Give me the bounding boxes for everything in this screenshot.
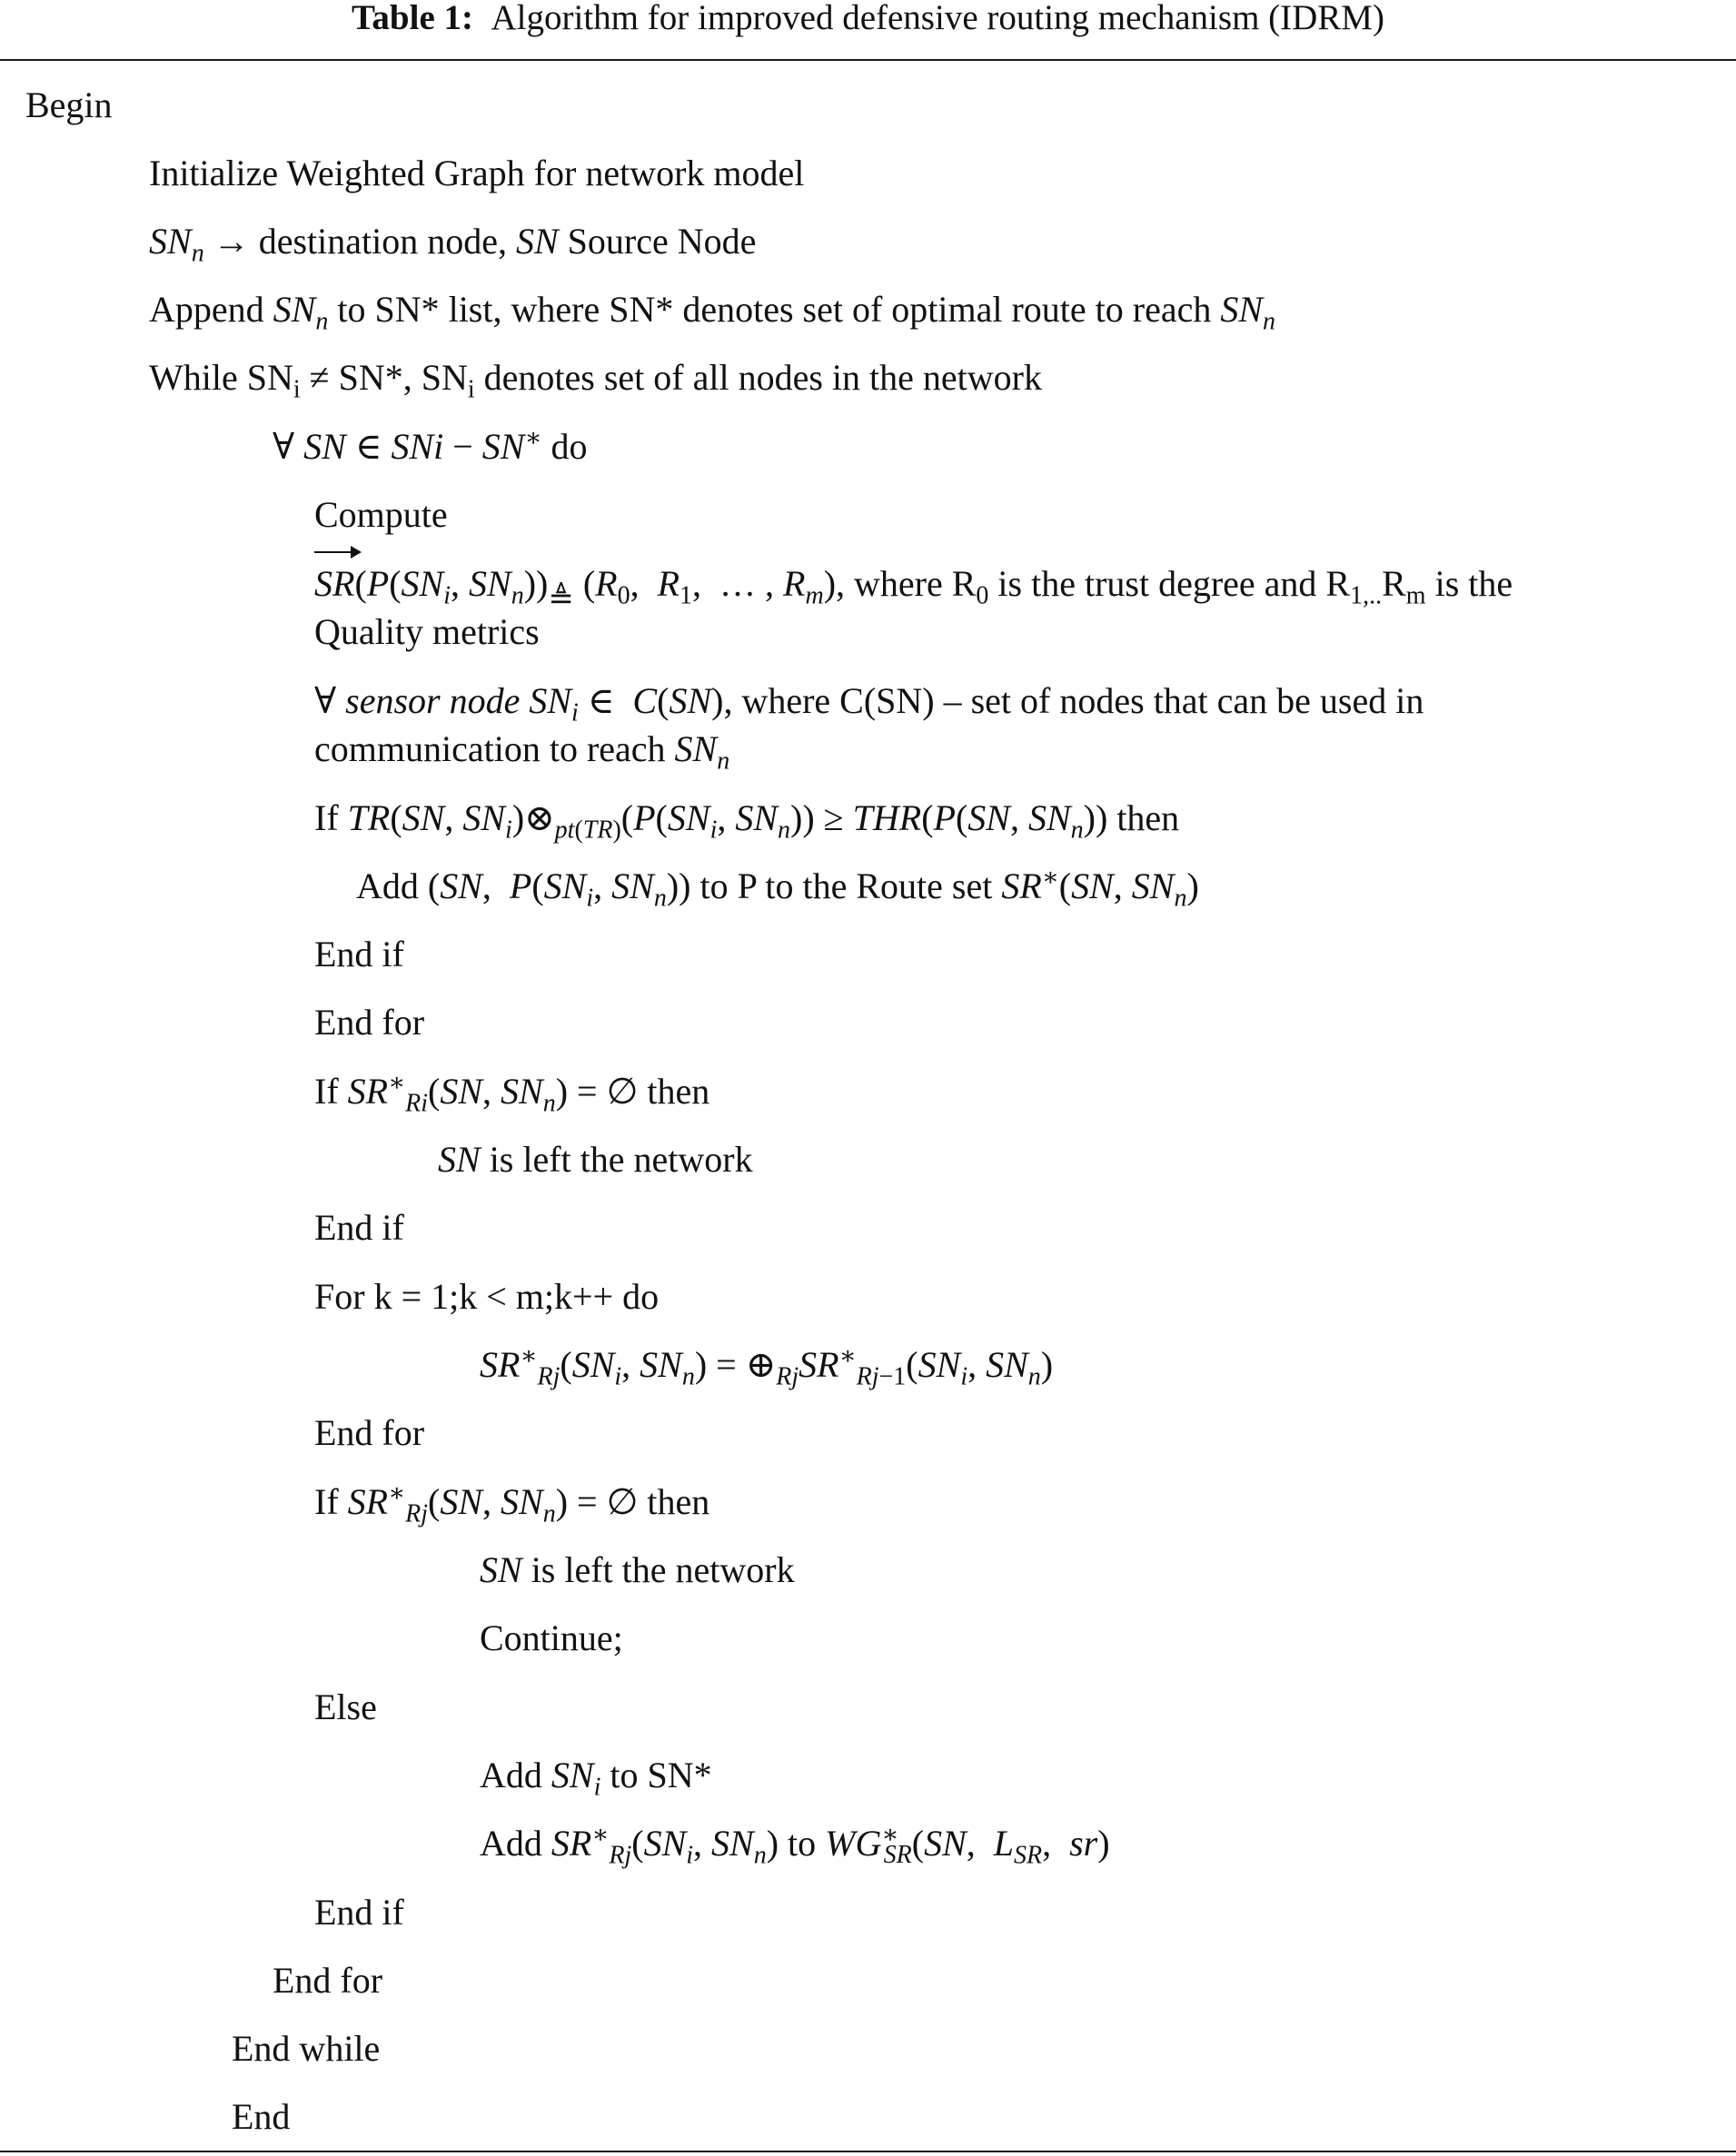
line-add-wg: Add $SR^∗_{Rj}(SN_i$, $SN_n$) to $WG^∗_{SR}(SN$, $L_{SR}$, sr): [480, 1821, 1110, 1870]
line-compute: Compute: [314, 494, 448, 535]
line-init: Initialize Weighted Graph for network model: [149, 153, 805, 193]
line-else: Else: [314, 1686, 377, 1727]
line-endwhile: End while: [232, 2028, 381, 2069]
line-endif-2: End if: [314, 1207, 404, 1248]
line-if-ri: If $SR^∗_{Ri}(SN$, $SN_n$) = ∅ then: [314, 1069, 710, 1118]
line-append: Append $SN_n$ to SN* list, where SN* denotes set of optimal route to reach $SN_n$: [149, 289, 1276, 336]
line-endfor-1: End for: [314, 1002, 425, 1043]
line-endif-3: End if: [314, 1892, 404, 1933]
table-title: Algorithm for improved defensive routing mechanism (IDRM): [491, 0, 1384, 37]
line-sr-vector-cont: Quality metrics: [314, 611, 540, 652]
table-caption: [0, 0, 1736, 36]
line-end: End: [232, 2096, 291, 2137]
line-add-route: Add (SN, $P(SN_i$, $SN_n$)) to P to the Route set SR∗(SN, $SN_n$): [356, 864, 1199, 913]
line-if-rj: If $SR^∗_{Rj}(SN$, $SN_n$) = ∅ then: [314, 1479, 710, 1528]
line-sr-rj: $SR^∗_{Rj}(SN_i$, $SN_n$) = $\oplus_{Rj}SR^∗_{Rj-1}(SN_i$, $SN_n$): [480, 1342, 1054, 1391]
bottom-rule: [0, 2151, 1736, 2152]
line-left-2: SN is left the network: [480, 1549, 795, 1590]
table-label: Table 1:: [352, 0, 474, 37]
line-forall: ∀ SN ∈ SNi − SN∗ do: [273, 424, 588, 467]
line-for-k: For k = 1;k < m;k++ do: [314, 1276, 660, 1317]
top-rule: [0, 59, 1736, 61]
line-continue: Continue;: [480, 1617, 623, 1658]
line-add-sni: Add $SN_i$ to SN*: [480, 1755, 712, 1802]
line-endfor-2: End for: [314, 1412, 425, 1453]
line-endif-1: End if: [314, 934, 404, 974]
line-sr-vector: SR ($P(SN_i$, $SN_n))≜$ ($R_0$, $R_1$, … , $R_m$), where $R_0$ is the trust degree and $R_{1,..}R_m$ is the: [314, 564, 1513, 607]
line-while: While $SN_i \ne SN*$, $SN_i$ denotes set of all nodes in the network: [149, 357, 1042, 404]
line-begin: Begin: [25, 84, 113, 125]
line-if-tr: If TR(SN, $SN_i)\otimes_{pt(TR)}(P(SN_i$, $SN_n)) \ge THR(P(SN$, $SN_n$)) then: [314, 797, 1180, 845]
line-forall-sensor: ∀ sensor node $SN_i$ ∈ C(SN), where C(SN) – set of nodes that can be used in: [314, 680, 1424, 727]
line-endfor-3: End for: [273, 1960, 383, 2001]
line-left-1: SN is left the network: [438, 1139, 753, 1180]
line-dest: $SN_n$ → destination node, SN Source Node: [149, 221, 757, 268]
line-forall-sensor-cont: communication to reach $SN_n$: [314, 728, 730, 776]
